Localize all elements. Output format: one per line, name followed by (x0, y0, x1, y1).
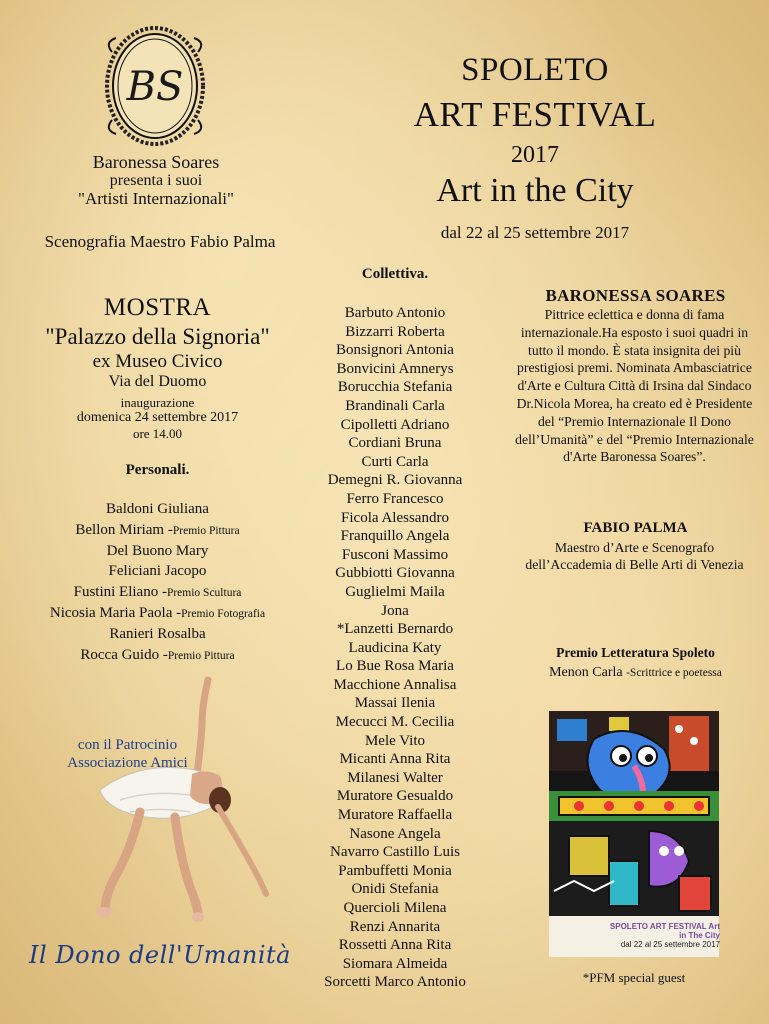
artist-name: Bellon Miriam - (75, 521, 173, 538)
premio-heading: Premio Letteratura Spoleto (556, 645, 715, 660)
festival-year: 2017 (511, 142, 559, 168)
poster-caption-dates: dal 22 al 25 settembre 2017 (620, 940, 720, 949)
list-item (15, 500, 300, 521)
festival-poster (549, 711, 719, 957)
artist-name: Fustini Eliano - (73, 584, 167, 601)
mostra-venue: "Palazzo della Signoria" (45, 324, 270, 349)
mostra-heading: MOSTRA (103, 294, 212, 321)
list-item: Lo Bue Rosa Maria (336, 658, 454, 675)
festival-title-line2: ART FESTIVAL (413, 95, 657, 134)
collettiva-heading: Collettiva. (361, 266, 429, 282)
list-item: Mele Vito (364, 732, 426, 749)
artist-prize: Premio Scultura (166, 587, 242, 600)
list-item: *Lanzetti Bernardo (336, 621, 454, 638)
list-item: Cordiani Bruna (348, 435, 442, 452)
list-item (15, 562, 300, 583)
dancer-illustration (80, 672, 280, 937)
list-item: Nasone Angela (349, 825, 441, 842)
list-item (15, 625, 300, 646)
list-item: Gubbiotti Giovanna (335, 565, 455, 582)
list-item: Barbuto Antonio (344, 305, 446, 321)
festival-dates: dal 22 al 25 settembre 2017 (440, 223, 630, 242)
list-item: Rossetti Anna Rita (338, 937, 452, 954)
list-item: Borucchia Stefania (337, 379, 453, 396)
list-item (15, 521, 300, 542)
list-item (15, 646, 300, 667)
artist-name: Rocca Guido - (80, 646, 168, 663)
presents-text: presenta i suoi (109, 172, 203, 189)
list-item: Mecucci M. Cecilia (335, 714, 455, 731)
patronage-line2: Associazione Amici (67, 755, 188, 771)
festival-subtitle: Art in the City (436, 172, 634, 209)
inauguration-date: domenica 24 settembre 2017 (76, 410, 239, 425)
list-item: Franquillo Angela (340, 528, 450, 545)
premio-winner (508, 665, 763, 681)
list-item: Sorcetti Marco Antonio (324, 974, 466, 991)
fabio-palma-heading: FABIO PALMA (583, 520, 688, 536)
list-item: Micanti Anna Rita (339, 751, 451, 768)
artist-name: Nicosia Maria Paola - (49, 604, 182, 621)
premio-winner-name: Menon Carla (549, 665, 623, 680)
collettiva-list (305, 304, 485, 992)
inauguration-label: inaugurazione (120, 395, 195, 410)
list-item: Guglielmi Maila (345, 583, 445, 600)
poster-caption-title: SPOLETO ART FESTIVAL Art in The City (609, 922, 720, 940)
list-item: Macchione Annalisa (333, 676, 457, 693)
brand-name: Baronessa Soares (92, 152, 220, 172)
bio-text: Pittrice eclettica e donna di fama internazionale.Ha esposto i suoi quadri in tutto il mondo. È stata insignita dei più prestigiosi premi. Nominata Ambasciatrice d'Arte e Cultura Città di Irsina dal Sindaco Dr.Nicola Morea, ha creato ed è Presidente del “Premio Internazionale Il Dono dell’Umanità” e del “Premio Internazionale d'Arte Baronessa Soares”. (515, 307, 754, 465)
personali-heading: Personali. (125, 462, 190, 478)
scenography-credit: Scenografia Maestro Fabio Palma (44, 232, 276, 251)
list-item: Jona (381, 602, 409, 619)
guest-note: *PFM special guest (582, 970, 686, 985)
list-item: Milanesi Walter (347, 769, 443, 786)
list-item: Pambuffetti Monia (338, 862, 452, 879)
artists-title: "Artisti Internazionali" (78, 189, 234, 208)
list-item (15, 604, 300, 625)
artist-prize: Premio Pittura (167, 649, 235, 662)
list-item: Siomara Almeida (342, 955, 448, 972)
dono-signature: Il Dono dell'Umanità (29, 941, 291, 969)
mostra-former-name: ex Museo Civico (92, 351, 223, 372)
artist-prize: Premio Fotografia (181, 607, 266, 620)
artist-name: Del Buono Mary (106, 542, 209, 559)
list-item: Navarro Castillo Luis (330, 844, 460, 861)
personali-list (15, 500, 300, 666)
fabio-palma-text: Maestro d’Arte e Scenografo dell’Accademia di Belle Arti di Venezia (525, 540, 744, 572)
list-item (15, 542, 300, 563)
logo-monogram: BS (126, 64, 184, 110)
bio-heading: BARONESSA SOARES (545, 286, 726, 305)
artist-prize: Premio Pittura (172, 524, 240, 537)
list-item: Demegni R. Giovanna (327, 472, 463, 489)
list-item: Massai Ilenia (354, 695, 436, 712)
artist-name: Feliciani Jacopo (108, 563, 207, 580)
list-item: Fusconi Massimo (341, 546, 449, 563)
mostra-address: Via del Duomo (108, 373, 207, 390)
list-item: Renzi Annarita (349, 918, 441, 935)
list-item: Curti Carla (361, 453, 429, 470)
list-item: Bizzarri Roberta (345, 323, 445, 340)
list-item: Bonvicini Amnerys (336, 360, 454, 377)
inauguration-time: ore 14.00 (132, 426, 183, 441)
list-item: Muratore Gesualdo (336, 788, 454, 805)
list-item: Laudicina Katy (348, 639, 442, 656)
list-item: Onidi Stefania (351, 881, 439, 898)
poster-caption (602, 922, 720, 949)
list-item: Muratore Raffaella (337, 807, 453, 824)
list-item: Ficola Alessandro (341, 509, 449, 526)
artist-name: Baldoni Giuliana (106, 501, 209, 517)
list-item: Quercioli Milena (343, 900, 447, 916)
list-item (15, 583, 300, 604)
artist-name: Ranieri Rosalba (109, 625, 206, 642)
list-item: Ferro Francesco (346, 490, 444, 507)
list-item: Brandinali Carla (345, 397, 445, 414)
premio-winner-role: -Scrittrice e poetessa (626, 667, 722, 679)
baronessa-logo (102, 22, 208, 150)
list-item: Bonsignori Antonia (336, 342, 454, 359)
festival-title-line1: SPOLETO (461, 52, 609, 88)
list-item: Cipolletti Adriano (340, 416, 450, 433)
patronage-line1: con il Patrocinio (77, 737, 178, 753)
